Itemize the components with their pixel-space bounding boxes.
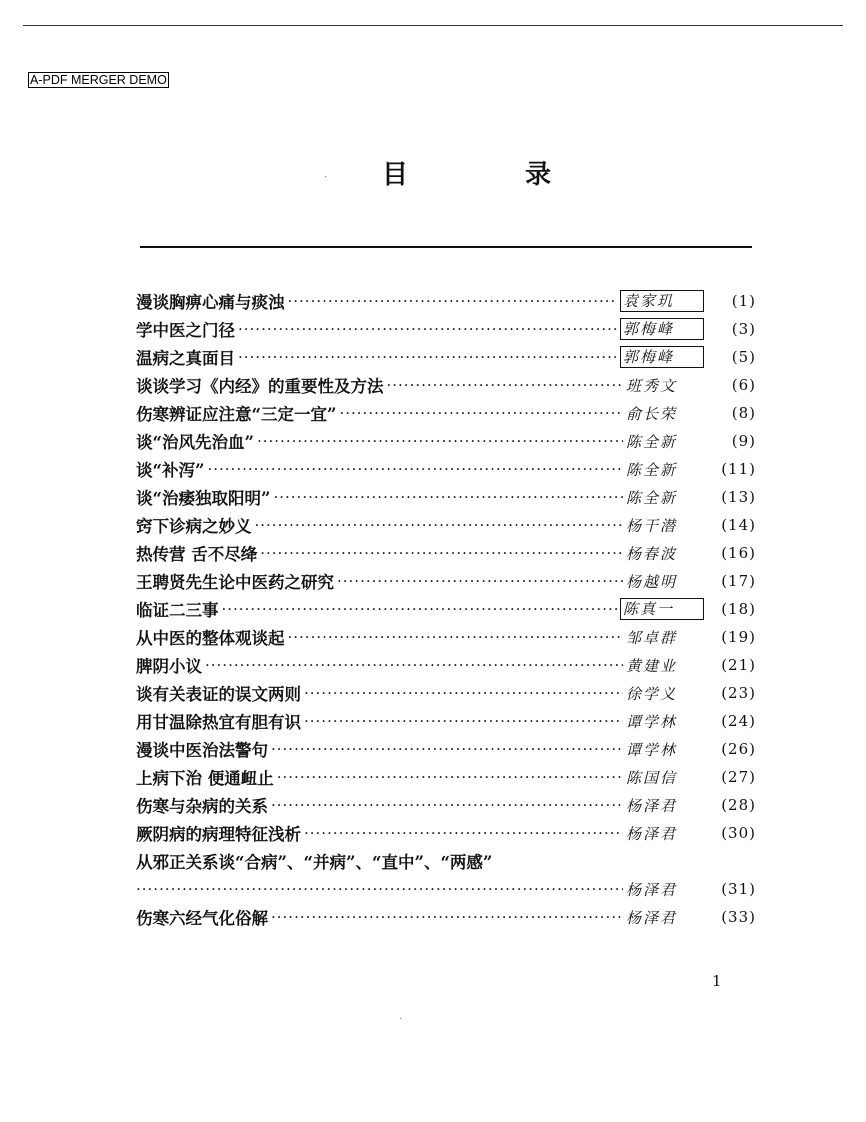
entry-author: 班秀文 <box>626 376 678 395</box>
dot-leader <box>238 320 617 338</box>
entry-title: 谈谈学习《内经》的重要性及方法 <box>136 377 384 396</box>
entry-page: (33) <box>721 908 756 926</box>
entry-author: 邹卓群 <box>626 628 678 647</box>
entry-page: (26) <box>721 740 756 758</box>
entry-author: 杨泽君 <box>626 796 678 815</box>
entry-page: (3) <box>731 320 756 338</box>
scan-speck <box>325 176 326 177</box>
dot-leader <box>288 628 624 646</box>
title-divider <box>140 246 752 248</box>
entry-author: 杨干潜 <box>626 516 678 535</box>
dot-leader <box>238 348 617 366</box>
dot-leader <box>255 516 624 534</box>
toc-entry[interactable] <box>136 427 756 455</box>
entry-title: 学中医之门径 <box>136 321 235 340</box>
entry-title: 厥阴病的病理特征浅析 <box>136 825 301 844</box>
dot-leader <box>260 544 623 562</box>
dot-leader <box>271 740 623 758</box>
entry-page: (18) <box>721 600 756 618</box>
dot-leader <box>271 908 623 926</box>
entry-page: (8) <box>731 404 756 422</box>
entry-author: 陈国信 <box>626 768 678 787</box>
toc-entry[interactable] <box>136 315 756 343</box>
entry-page: (17) <box>721 572 756 590</box>
dot-leader <box>277 768 623 786</box>
entry-author: 陈全新 <box>626 432 678 451</box>
toc-entry[interactable] <box>136 483 756 511</box>
entry-title: 脾阴小议 <box>136 657 202 676</box>
top-rule <box>23 25 843 26</box>
dot-leader <box>304 824 623 842</box>
scan-speck <box>400 1018 401 1019</box>
entry-title: 伤寒辨证应注意“三定一宜” <box>136 405 337 424</box>
entry-author: 袁家玑 <box>620 290 704 312</box>
entry-page: (14) <box>721 516 756 534</box>
entry-title: 从中医的整体观谈起 <box>136 629 285 648</box>
toc-entry[interactable] <box>136 679 756 707</box>
toc-entry-multiline-title[interactable] <box>136 847 756 875</box>
entry-author: 谭学林 <box>626 712 678 731</box>
table-of-contents <box>136 287 756 931</box>
toc-entry[interactable] <box>136 819 756 847</box>
entry-page: (21) <box>721 656 756 674</box>
toc-entry[interactable] <box>136 763 756 791</box>
toc-entry[interactable] <box>136 343 756 371</box>
entry-page: (23) <box>721 684 756 702</box>
dot-leader <box>222 600 618 618</box>
entry-page: (9) <box>731 432 756 450</box>
toc-entry[interactable] <box>136 735 756 763</box>
entry-author: 俞长荣 <box>626 404 678 423</box>
entry-title: 伤寒与杂病的关系 <box>136 797 268 816</box>
entry-author: 杨泽君 <box>626 824 678 843</box>
entry-author: 陈全新 <box>626 488 678 507</box>
entry-author: 杨泽君 <box>626 880 678 899</box>
dot-leader <box>304 712 623 730</box>
entry-author: 陈全新 <box>626 460 678 479</box>
toc-entry-multiline-continuation[interactable] <box>136 875 756 903</box>
entry-page: (19) <box>721 628 756 646</box>
dot-leader <box>257 432 623 450</box>
entry-title: 漫谈中医治法警句 <box>136 741 268 760</box>
entry-title: 王聘贤先生论中医药之研究 <box>136 573 334 592</box>
entry-page: (11) <box>721 460 756 478</box>
entry-page: (13) <box>721 488 756 506</box>
dot-leader <box>271 796 623 814</box>
entry-title: 漫谈胸痹心痛与痰浊 <box>136 293 285 312</box>
dot-leader <box>205 656 623 674</box>
entry-title: 窍下诊病之妙义 <box>136 517 252 536</box>
entry-title: 热传营 舌不尽绛 <box>136 545 258 564</box>
entry-title: 温病之真面目 <box>136 349 235 368</box>
dot-leader <box>339 404 623 422</box>
dot-leader <box>136 880 623 898</box>
toc-entry[interactable] <box>136 791 756 819</box>
entry-title: 谈“治痿独取阳明” <box>136 489 271 508</box>
entry-title: 用甘温除热宜有胆有识 <box>136 713 301 732</box>
entry-author: 郭梅峰 <box>620 346 704 368</box>
entry-page: (28) <box>721 796 756 814</box>
dot-leader <box>207 460 623 478</box>
toc-entry[interactable] <box>136 595 756 623</box>
toc-entry-last[interactable] <box>136 903 756 931</box>
toc-entry[interactable] <box>136 511 756 539</box>
dot-leader <box>304 684 623 702</box>
entry-title: 谈有关表证的误文两则 <box>136 685 301 704</box>
page-title: 目 录 <box>382 160 606 190</box>
entry-author: 陈真一 <box>620 598 704 620</box>
entry-title: 谈“治风先治血” <box>136 433 254 452</box>
entry-page: (24) <box>721 712 756 730</box>
dot-leader <box>337 572 623 590</box>
watermark-label: A-PDF MERGER DEMO <box>30 73 167 87</box>
entry-page: (5) <box>731 348 756 366</box>
dot-leader <box>288 292 618 310</box>
entry-page: (6) <box>731 376 756 394</box>
entry-page: (30) <box>721 824 756 842</box>
entry-author: 杨泽君 <box>626 908 678 927</box>
scan-speck <box>512 664 513 665</box>
toc-entry[interactable] <box>136 455 756 483</box>
entry-author: 谭学林 <box>626 740 678 759</box>
toc-entry[interactable] <box>136 371 756 399</box>
entry-page: (27) <box>721 768 756 786</box>
entry-title: 上病下治 便通衄止 <box>136 769 274 788</box>
entry-title: 伤寒六经气化俗解 <box>136 909 268 928</box>
entry-title: 临证二三事 <box>136 601 219 620</box>
dot-leader <box>387 376 624 394</box>
entry-author: 黄建业 <box>626 656 678 675</box>
toc-entry[interactable] <box>136 651 756 679</box>
toc-entry[interactable] <box>136 539 756 567</box>
toc-entry[interactable] <box>136 623 756 651</box>
entry-author: 杨春波 <box>626 544 678 563</box>
entry-page: (1) <box>731 292 756 310</box>
toc-entry[interactable] <box>136 399 756 427</box>
entry-author: 郭梅峰 <box>620 318 704 340</box>
dot-leader <box>273 488 623 506</box>
entry-title: 谈“补泻” <box>136 461 205 480</box>
entry-title: 从邪正关系谈“合病”、“并病”、“直中”、“两感” <box>136 853 493 872</box>
entry-author: 杨越明 <box>626 572 678 591</box>
entry-page: (31) <box>721 880 756 898</box>
toc-entry[interactable] <box>136 567 756 595</box>
page-number: 1 <box>712 972 722 990</box>
entry-page: (16) <box>721 544 756 562</box>
entry-author: 徐学义 <box>626 684 678 703</box>
toc-entry[interactable] <box>136 707 756 735</box>
toc-entry[interactable] <box>136 287 756 315</box>
